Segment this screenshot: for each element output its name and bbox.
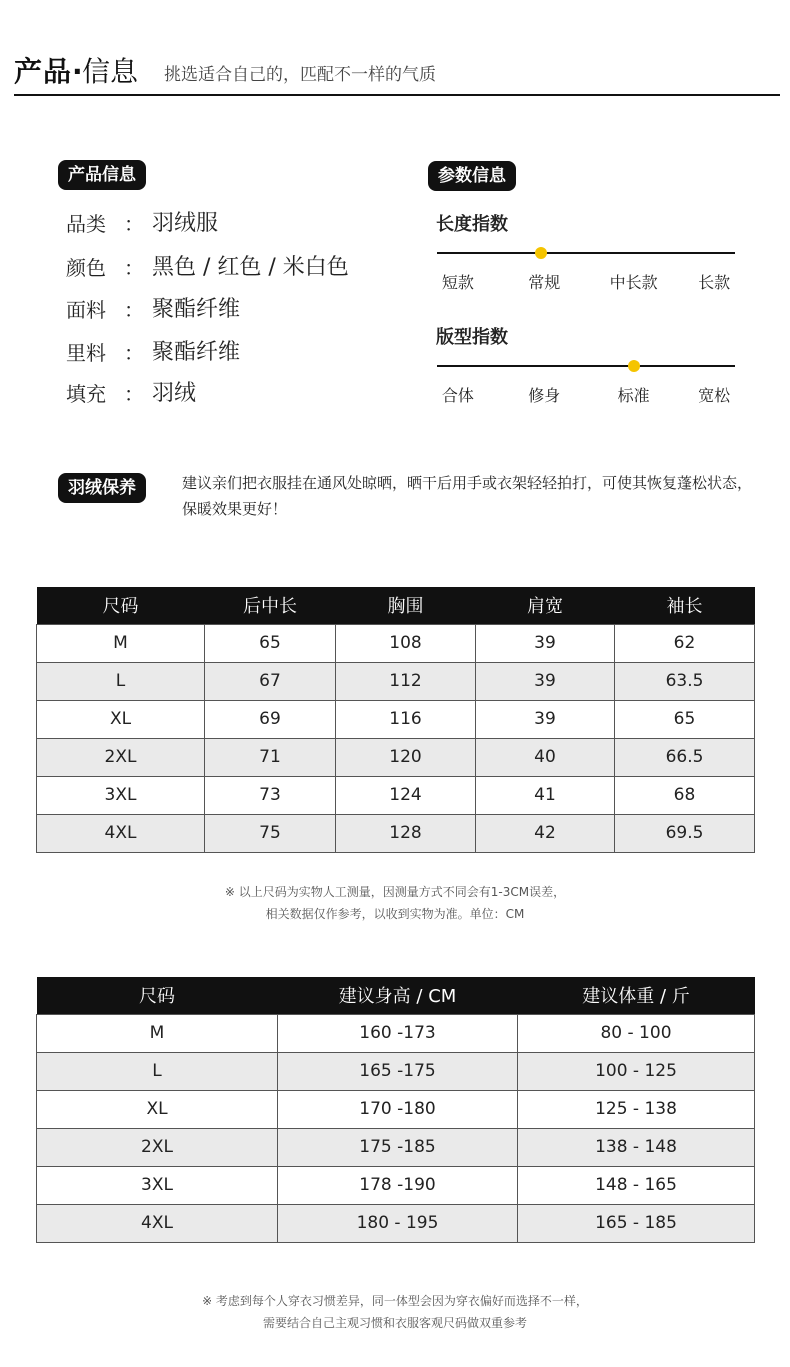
size-header-cell: 尺码	[37, 587, 205, 624]
table-row	[37, 1090, 755, 1128]
info-value: 聚酯纤维	[152, 340, 241, 365]
table-row	[37, 1052, 755, 1090]
table-cell: 69.5	[615, 814, 755, 852]
info-colon: ：	[124, 382, 144, 406]
table-cell: 62	[615, 624, 755, 662]
table-cell: 65	[615, 700, 755, 738]
info-key: 里料	[66, 341, 106, 365]
table-cell: 148 - 165	[518, 1166, 755, 1204]
table-row	[37, 1128, 755, 1166]
table-cell: 165 - 185	[518, 1204, 755, 1242]
table-cell: 4XL	[37, 814, 205, 852]
info-colon: ：	[124, 298, 144, 322]
length-tick: 常规	[528, 273, 561, 292]
table-row	[37, 814, 755, 852]
fit-table-header	[37, 977, 755, 1014]
table-row	[37, 1014, 755, 1052]
info-key: 面料	[66, 298, 106, 322]
size-table-header	[37, 587, 755, 624]
table-cell: M	[37, 624, 205, 662]
fit-header-cell: 建议身高 / CM	[278, 977, 518, 1014]
param-info-label: 参数信息	[428, 161, 516, 191]
length-tick: 中长款	[609, 273, 658, 292]
fit-table	[36, 977, 755, 1243]
page-header	[14, 50, 780, 96]
info-value: 黑色 / 红色 / 米白色	[152, 255, 349, 280]
table-row	[37, 1166, 755, 1204]
fit-note-line1: ※ 考虑到每个人穿衣习惯差异，同一体型会因为穿衣偏好而选择不一样，	[202, 1294, 588, 1308]
table-cell: 160 -173	[278, 1014, 518, 1052]
info-colon: ：	[124, 341, 144, 365]
size-note	[0, 881, 790, 925]
size-header-cell: 袖长	[615, 587, 755, 624]
table-cell: 175 -185	[278, 1128, 518, 1166]
table-cell: 178 -190	[278, 1166, 518, 1204]
table-cell: 39	[476, 662, 615, 700]
table-cell: 108	[336, 624, 476, 662]
table-cell: 67	[205, 662, 336, 700]
fit-index-indicator	[628, 360, 640, 372]
length-index-track	[437, 252, 735, 254]
fit-tick: 宽松	[698, 386, 731, 405]
size-header-cell: 肩宽	[476, 587, 615, 624]
fit-note	[0, 1290, 790, 1334]
fit-tick: 标准	[617, 386, 650, 405]
table-row	[37, 738, 755, 776]
info-value: 羽绒服	[152, 211, 219, 236]
fit-tick: 合体	[441, 386, 474, 405]
table-cell: M	[37, 1014, 278, 1052]
length-index-indicator	[535, 247, 547, 259]
table-cell: 120	[336, 738, 476, 776]
product-info-label: 产品信息	[58, 160, 146, 190]
fit-tick: 修身	[528, 386, 561, 405]
table-row	[37, 1204, 755, 1242]
care-label: 羽绒保养	[58, 473, 146, 503]
table-cell: 2XL	[37, 738, 205, 776]
table-cell: 170 -180	[278, 1090, 518, 1128]
table-cell: 63.5	[615, 662, 755, 700]
table-cell: 112	[336, 662, 476, 700]
length-index-title: 长度指数	[436, 214, 508, 235]
table-cell: 42	[476, 814, 615, 852]
info-key: 填充	[66, 382, 106, 406]
length-index-ticks	[437, 270, 735, 290]
table-cell: 4XL	[37, 1204, 278, 1242]
table-cell: 124	[336, 776, 476, 814]
table-cell: 2XL	[37, 1128, 278, 1166]
table-cell: 138 - 148	[518, 1128, 755, 1166]
fit-index-ticks	[437, 383, 735, 403]
table-cell: XL	[37, 1090, 278, 1128]
info-key: 品类	[66, 212, 106, 236]
fit-header-cell: 建议体重 / 斤	[518, 977, 755, 1014]
table-cell: 116	[336, 700, 476, 738]
care-text: 建议亲们把衣服挂在通风处晾晒，晒干后用手或衣架轻轻拍打，可使其恢复蓬松状态，保暖效果更好！	[182, 474, 753, 518]
fit-index-title: 版型指数	[436, 327, 508, 348]
fit-index-track	[437, 365, 735, 367]
size-note-line1: ※ 以上尺码为实物人工测量，因测量方式不同会有1-3CM误差，	[224, 885, 566, 899]
table-cell: 180 - 195	[278, 1204, 518, 1242]
table-cell: 65	[205, 624, 336, 662]
table-row	[37, 662, 755, 700]
table-cell: XL	[37, 700, 205, 738]
fit-note-line2: 需要结合自己主观习惯和衣服客观尺码做双重参考	[262, 1316, 527, 1330]
table-cell: L	[37, 1052, 278, 1090]
table-cell: 3XL	[37, 776, 205, 814]
table-cell: 71	[205, 738, 336, 776]
table-cell: 68	[615, 776, 755, 814]
size-header-cell: 胸围	[336, 587, 476, 624]
fit-header-cell: 尺码	[37, 977, 278, 1014]
size-header-cell: 后中长	[205, 587, 336, 624]
header-title-light: 信息	[82, 55, 139, 88]
table-cell: 41	[476, 776, 615, 814]
info-key: 颜色	[66, 256, 106, 280]
table-cell: 39	[476, 624, 615, 662]
size-table	[36, 587, 755, 853]
info-colon: ：	[124, 212, 144, 236]
table-cell: 128	[336, 814, 476, 852]
table-cell: 165 -175	[278, 1052, 518, 1090]
table-cell: 40	[476, 738, 615, 776]
table-row	[37, 700, 755, 738]
info-colon: ：	[124, 256, 144, 280]
table-row	[37, 624, 755, 662]
length-tick: 短款	[441, 273, 474, 292]
table-cell: 75	[205, 814, 336, 852]
table-cell: 69	[205, 700, 336, 738]
table-cell: 100 - 125	[518, 1052, 755, 1090]
table-row	[37, 776, 755, 814]
table-cell: L	[37, 662, 205, 700]
size-note-line2: 相关数据仅作参考，以收到实物为准。单位：CM	[265, 907, 525, 921]
table-cell: 3XL	[37, 1166, 278, 1204]
table-cell: 66.5	[615, 738, 755, 776]
info-value: 羽绒	[152, 381, 197, 406]
table-cell: 80 - 100	[518, 1014, 755, 1052]
header-title-bold: 产品·	[14, 55, 84, 88]
table-cell: 125 - 138	[518, 1090, 755, 1128]
header-subtitle: 挑选适合自己的，匹配不一样的气质	[164, 65, 436, 85]
table-cell: 39	[476, 700, 615, 738]
table-cell: 73	[205, 776, 336, 814]
info-value: 聚酯纤维	[152, 297, 241, 322]
length-tick: 长款	[698, 273, 731, 292]
